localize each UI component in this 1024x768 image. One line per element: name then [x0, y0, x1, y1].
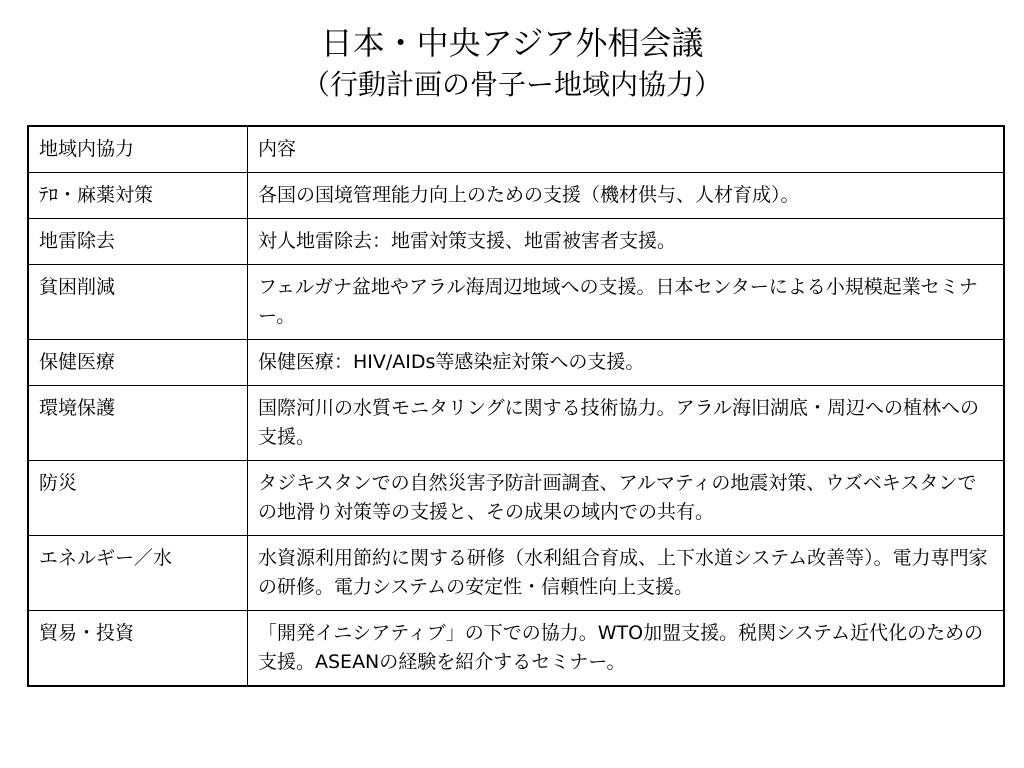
row-content: 各国の国境管理能力向上のための支援（機材供与、人材育成）。: [248, 173, 1005, 219]
cooperation-table: [27, 125, 1005, 687]
row-content: 保健医療：HIV/AIDs等感染症対策への支援。: [248, 340, 1005, 386]
row-content: 水資源利用節約に関する研修（水利組合育成、上下水道システム改善等）。電力専門家の研修。電力システムの安定性・信頼性向上支援。: [248, 536, 1005, 611]
header-content: 内容: [248, 126, 1005, 173]
row-content: タジキスタンでの自然災害予防計画調査、アルマティの地震対策、ウズベキスタンでの地滑り対策等の支援と、その成果の域内での共有。: [248, 461, 1005, 536]
row-area: 地雷除去: [28, 219, 248, 265]
row-content: 対人地雷除去：地雷対策支援、地雷被害者支援。: [248, 219, 1005, 265]
row-area: 防災: [28, 461, 248, 536]
table-header-row: [28, 126, 1004, 173]
row-area: 保健医療: [28, 340, 248, 386]
row-area: 貧困削減: [28, 265, 248, 340]
row-content: 国際河川の水質モニタリングに関する技術協力。アラル海旧湖底・周辺への植林への支援。: [248, 386, 1005, 461]
table-row: [28, 340, 1004, 386]
table-row: [28, 219, 1004, 265]
row-content: 「開発イニシアティブ」の下での協力。WTO加盟支援。税関システム近代化のための支援。ASEANの経験を紹介するセミナー。: [248, 611, 1005, 687]
table-row: [28, 173, 1004, 219]
row-content: フェルガナ盆地やアラル海周辺地域への支援。日本センターによる小規模起業セミナー。: [248, 265, 1005, 340]
row-area: ﾃﾛ・麻薬対策: [28, 173, 248, 219]
table-row: [28, 611, 1004, 687]
row-area: 環境保護: [28, 386, 248, 461]
slide-title-main: 日本・中央アジア外相会議: [320, 24, 704, 62]
slide-title-sub: （行動計画の骨子ー地域内協力）: [301, 68, 722, 101]
slide-title: [0, 22, 1024, 104]
row-area: 貿易・投資: [28, 611, 248, 687]
header-area: 地域内協力: [28, 126, 248, 173]
table-row: [28, 536, 1004, 611]
row-area: エネルギー／水: [28, 536, 248, 611]
table-row: [28, 461, 1004, 536]
table-row: [28, 386, 1004, 461]
table-row: [28, 265, 1004, 340]
